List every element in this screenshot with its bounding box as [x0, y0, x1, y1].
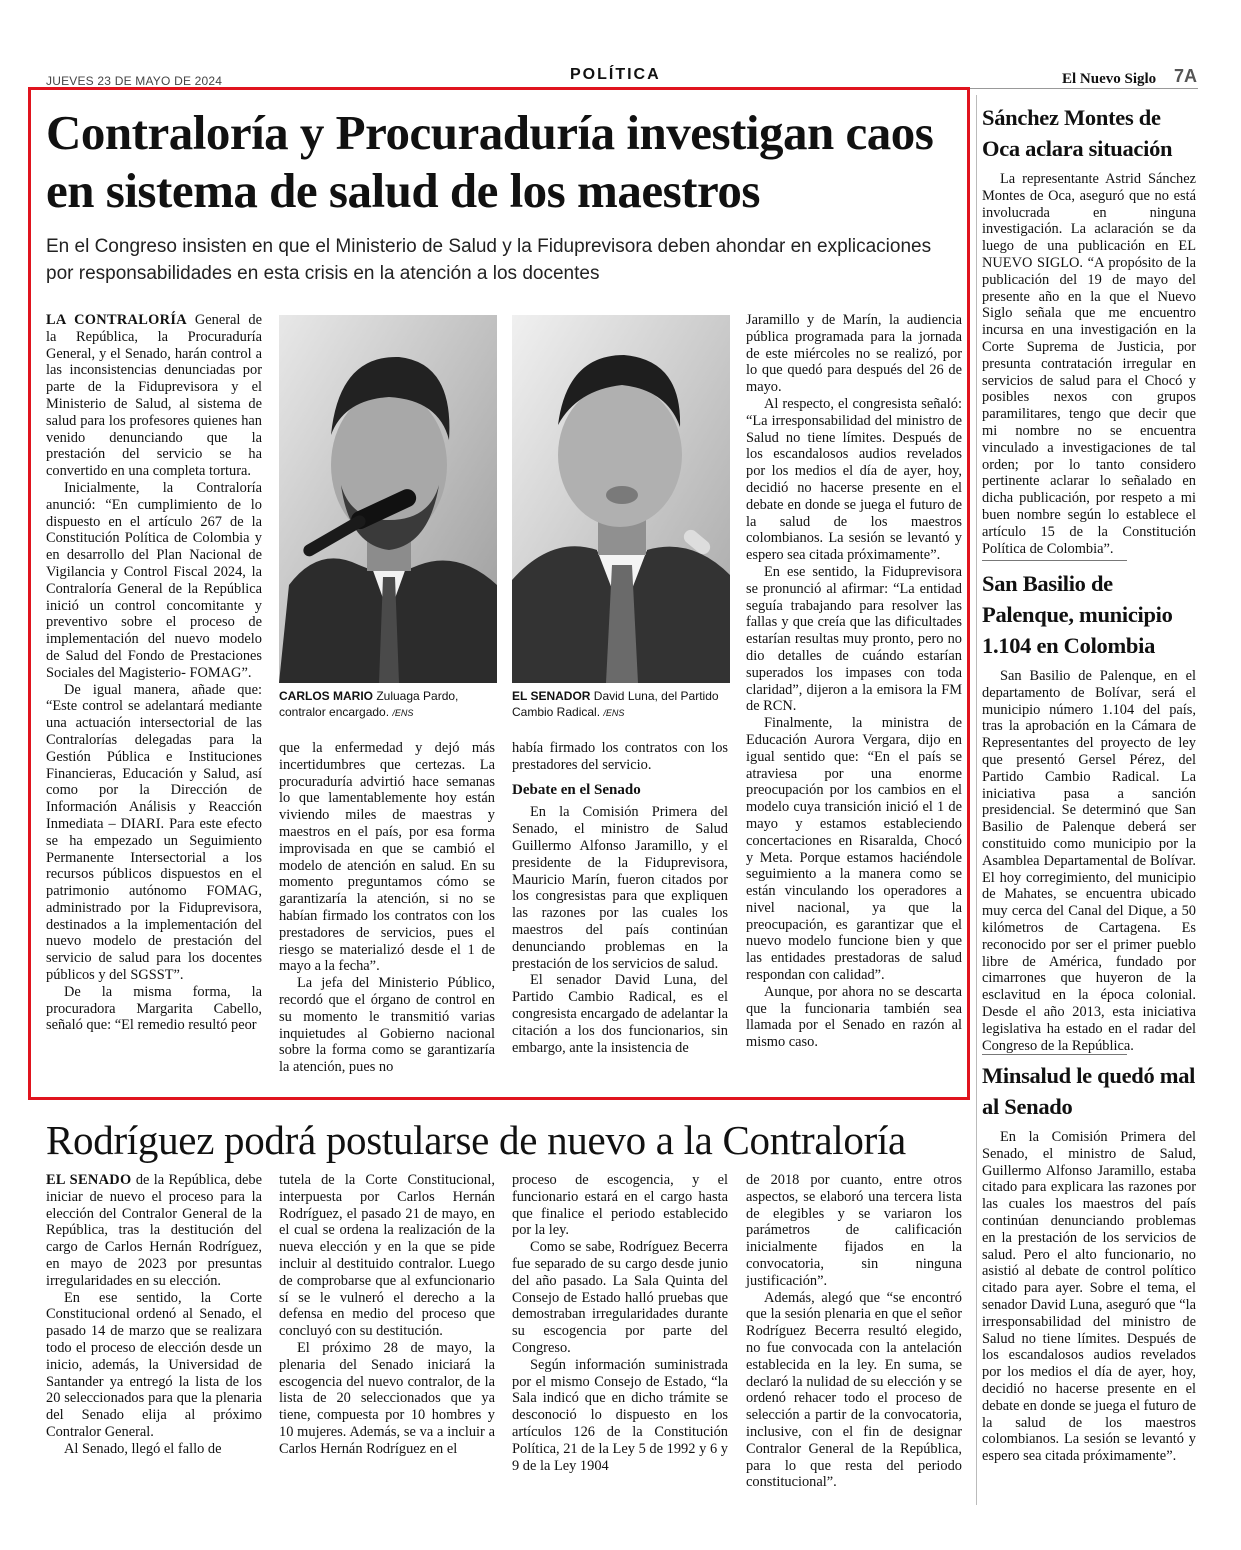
sidebar-title: San Basilio de Palenque, municipio 1.104 en Colombia: [982, 571, 1173, 658]
caption-lead: CARLOS MARIO: [279, 689, 373, 703]
paragraph: En ese sentido, la Fiduprevisora se pronunció al afirmar: “La entidad seguía trabajando para resolver las fallas y que creía que las dificultades estarían resultas muy pronto, pero no dio detalles de cuándo estarían superados los impases con toda claridad”, dijeron a la emisora la FM de RCN.: [746, 563, 962, 715]
sidebar-story-2: [982, 568, 1196, 1054]
page-number: 7A: [1174, 66, 1198, 86]
caption-lead: EL SENADOR: [512, 689, 591, 703]
paragraph: Como se sabe, Rodríguez Becerra fue separado de su cargo desde junio del año pasado. La Sala Quinta del Consejo de Estado halló pruebas que demostraban irregularidades durante su escogencia por parte del Congreso.: [512, 1239, 728, 1356]
photo-credit: /ENS: [603, 708, 625, 718]
paragraph: En ese sentido, la Corte Constitucional ordenó al Senado, el pasado 14 de marzo que se realizara todo el proceso de elección desde un inicio, además, la Universidad de Santander ya entregó la lista de los 20 seleccionados para que la plenaria del Senado elija al próximo Contralor General.: [46, 1289, 262, 1440]
paragraph: General de la República, la Procuraduría General, y el Senado, harán control a las inconsistencias denunciadas por parte de la Fiduprevisora y el Ministerio de Salud, al sistema de salud para los profesores quienes han venido denunciando que la prestación del servicio se ha convertido en una completa tortura.: [46, 312, 262, 480]
newspaper-brand: El Nuevo Siglo: [1062, 71, 1157, 87]
photo-caption-2: [512, 688, 730, 721]
paragraph: En la Comisión Primera del Senado, el ministro de Salud Guillermo Alfonso Jaramillo, y el presidente de la Fiduprevisora, Mauricio Marín, fueron citados por los congresistas para que expliquen las razones por las cuales los maestros del país continúan denunciando problemas en la prestación de los servicios de salud.: [512, 804, 728, 972]
paragraph: El próximo 28 de mayo, la plenaria del Senado iniciará la escogencia del nuevo contralor, de la lista de 20 seleccionados que ya tiene, compuesta por 10 hombres y 10 mujeres. Además, se va a incluir a Carlos Hernán Rodríguez en el: [279, 1339, 495, 1457]
main-deck: En el Congreso insisten en que el Ministerio de Salud y la Fiduprevisora deben ahondar en explicaciones por responsabilidades en esta crisis en la atención a los docentes: [46, 236, 932, 284]
section-title: POLÍTICA: [570, 66, 661, 83]
paragraph: Al Senado, llegó el fallo de: [64, 1440, 222, 1457]
caption-text: David Luna, del Partido Cambio Radical.: [512, 689, 719, 719]
paragraph: Según información suministrada por el mismo Consejo de Estado, “la Sala indicó que en dicho trámite se desconoció lo dispuesto en los artículos 126 de la Constitución Política, 21 de la Ley 5 de 1992 y 6 y 9 de la Ley 1904: [512, 1356, 728, 1474]
lead-in: EL SENADO: [46, 1172, 132, 1188]
second-column-3: [512, 1172, 728, 1474]
paragraph: Al respecto, el congresista señaló: “La irresponsabilidad del ministro de Salud no tiene límites. Después de los escandalosos audios revelados por los medios el día de ayer, hoy, decidió no hacerse presente en el debate en donde se juega el futuro de la salud de los maestros colombianos. La sesión se levantó y espero sea citada próximamente”.: [746, 395, 962, 564]
main-column-2: [279, 740, 495, 1076]
sidebar-body: La representante Astrid Sánchez Montes de Oca, aseguró que no está involucrada en ninguna investigación. La aclaración se da luego de una publicación en EL NUEVO SIGLO. “A propósito de la publicación del 19 de mayo del presente año en la que el Nuevo Siglo señala que me encuentro incursa en una investigación en la Corte Suprema de Justicia, por presunta contratación irregular en servicios de salud para el Chocó y posibles nexos con grupos paramilitares, tengo que decir que mi nombre no se encuentra vinculado a investigaciones de tal orden; por lo tanto considero pertinente aclarar lo señalado en dicha publicación, por respeto a mi buen nombre según lo establece el artículo 15 de la Constitución Política de Colombia”.: [982, 171, 1196, 557]
paragraph: había firmado los contratos con los prestadores del servicio.: [512, 740, 728, 773]
paragraph: El senador David Luna, del Partido Cambio Radical, es el congresista encargado de adelantar la citación a los dos funcionarios, sin embargo, ante la insistencia de: [512, 972, 728, 1056]
photo-carlos-mario: [279, 315, 497, 683]
caption-text: Zuluaga Pardo, contralor encargado.: [279, 689, 459, 719]
photo-credit: /ENS: [392, 708, 414, 718]
sidebar-body: En la Comisión Primera del Senado, el ministro de Salud, Guillermo Alfonso Jaramillo, estaba citado para explicara las razones por las cuales los maestros del país continúan denunciando problemas en la prestación de los servicios de salud. Pero el alto funcionario, no asistió al debate de control político citado para ayer. Sobre el tema, el senador David Luna, aseguró que “la irresponsabilidad del ministro de Salud no tiene límites. Después de los escandalosos audios revelados por los medios el día de ayer, hoy, decidió no hacerse presente en el debate en donde se juega el futuro de la salud de los maestros colombianos. La sesión se levantó y espero sea citada próximamente”.: [982, 1129, 1196, 1465]
subheading: Debate en el Senado: [512, 781, 641, 798]
photo-caption-1: [279, 688, 497, 721]
main-column-3: [512, 740, 728, 1056]
issue-date: JUEVES 23 DE MAYO DE 2024: [46, 74, 223, 88]
second-headline: Rodríguez podrá postularse de nuevo a la Contraloría: [46, 1117, 906, 1163]
main-column-4: [746, 312, 962, 1051]
sidebar-divider: [976, 95, 977, 1505]
paragraph: tutela de la Corte Constitucional, interpuesta por Carlos Hernán Rodríguez, el pasado 21 de mayo, en el cual se ordena la realización de la nueva elección y en la que se pide incluir al destituido contralor. Luego de comprobarse que al exfuncionario sí se le vulneró el derecho a la defensa en medio del proceso que concluyó con su destitución.: [279, 1172, 495, 1340]
sidebar-story-1: [982, 102, 1196, 557]
second-column-1: [46, 1172, 262, 1458]
sidebar-rule: [982, 560, 1127, 561]
sidebar-title: Sánchez Montes de Oca aclara situación: [982, 105, 1173, 161]
second-column-4: [746, 1172, 962, 1491]
second-column-2: [279, 1172, 495, 1458]
sidebar-body: San Basilio de Palenque, en el departamento de Bolívar, será el municipio número 1.104 del país, tras la aprobación en la Cámara de Representantes del proyecto de ley que presentó Gersel Pérez, del Partido Cambio Radical. La iniciativa pasa a sanción presidencial. Se determinó que San Basilio de Palenque deberá ser constituido como municipio por la Asamblea Departamental de Bolívar. El hoy corregimiento, del municipio de Mahates, se encuentra ubicado muy cerca del Canal del Dique, a 50 kilómetros de Cartagena. Es reconocido por ser el primer pueblo libre de América, fundado por cimarrones que huyeron de la esclavitud en la época colonial. Desde el año 2013, esta iniciativa legislativa ha estado en el radar del Congreso de la República.: [982, 668, 1196, 1054]
paragraph: proceso de escogencia, y el funcionario estará en el cargo hasta que finalice el periodo establecido por la ley.: [512, 1172, 728, 1239]
paragraph: De la misma forma, la procuradora Margarita Cabello, señaló que: “El remedio resultó peor: [46, 983, 262, 1034]
paragraph: Aunque, por ahora no se descarta que la funcionaria también sea llamada por el Senado en razón al mismo caso.: [746, 983, 962, 1051]
sidebar-rule: [982, 1054, 1127, 1055]
paragraph: Además, alegó que “se encontró que la sesión plenaria en que el señor Rodríguez Becerra resultó elegido, no fue convocada con la antelación establecida en la ley. En suma, se declaró la nulidad de su elección y se ordenó rehacer todo el proceso de selección a partir de la convocatoria, inclusive, con el fin de designar Contralor General de la República, para lo que resta del periodo constitucional”.: [746, 1289, 962, 1491]
paragraph: de 2018 por cuanto, entre otros aspectos, se elaboró una tercera lista de elegibles y se variaron los parámetros de calificación inicialmente fijados en la convocatoria, sin ninguna justificación”.: [746, 1172, 962, 1289]
photo-senador-luna: [512, 315, 730, 683]
paragraph: La jefa del Ministerio Público, recordó que el órgano de control en su momento le transmitió varias inquietudes al Gobierno nacional sobre la forma como se garantizaría la atención, pues no: [279, 975, 495, 1076]
sidebar-story-3: [982, 1060, 1196, 1465]
paragraph: que la enfermedad y dejó más incertidumbres que certezas. La procuraduría advirtió hace semanas lo que lamentablemente hoy están viviendo miles de maestras y maestros en el país, por esa forma improvisada en que se cambió el modelo de atención en salud. En su momento preguntamos cómo se garantizaría la atención, si no se habían firmado los contratos con los prestadores de servicios, pues el riesgo se materializó desde el 1 de mayo a la fecha”.: [279, 740, 495, 975]
paragraph: Finalmente, la ministra de Educación Aurora Vergara, dijo en igual sentido que: “En el país se atraviesa por una enorme preocupación por los cambios en el modelo cuya transición inició el 1 de mayo y estamos estableciendo concertaciones en Risaralda, Chocó y Meta. Porque estamos haciéndole seguimiento a la manera como se están vinculando los operadores a nivel nacional, ya que la preocupación, es garantizar que el nuevo modelo funcione bien y que las entidades prestadoras de salud respondan con calidad”.: [746, 715, 962, 984]
main-headline: Contraloría y Procuraduría investigan caos en sistema de salud de los maestros: [46, 105, 934, 218]
paragraph: Inicialmente, la Contraloría anunció: “En cumplimiento de lo dispuesto en el artículo 267 de la Constitución Política de Colombia y en desarrollo del Plan Nacional de Vigilancia y Control Fiscal 2024, la Contraloría General de la República inició un control concomitante y preventivo sobre el proceso de implementación del nuevo modelo de Salud del Fondo de Prestaciones Sociales del Magisterio- FOMAG”.: [46, 479, 262, 681]
paragraph: de la República, debe iniciar de nuevo el proceso para la elección del Contralor General de la República, tras la destitución del cargo de Carlos Hernán Rodríguez, en mayo de 2023 por presuntas irregularidades en su elección.: [46, 1172, 262, 1289]
paragraph: Jaramillo y de Marín, la audiencia pública programada para la jornada de este miércoles no se realizó, por lo que quedó para después del 26 de mayo.: [746, 312, 962, 396]
lead-in: LA CONTRALORÍA: [46, 312, 187, 328]
sidebar-title: Minsalud le quedó mal al Senado: [982, 1063, 1196, 1119]
paragraph: De igual manera, añade que: “Este control se adelantará mediante una actuación intersectorial de las Contralorías delegadas para la Gestión Pública e Instituciones Financieras, Educación y Salud, así como por la Dirección de Información Análisis y Reacción Inmediata – DIARI. Para este efecto se ha empezado un Seguimiento Permanente Intersectorial a los recursos públicos dispuestos en el patrimonio autónomo FOMAG, administrado por la Fiduprevisora, destinados a la implementación del nuevo modelo de prestación del servicio de salud para los docentes públicos y del SGSST”.: [46, 681, 262, 984]
main-column-1: [46, 312, 262, 1034]
